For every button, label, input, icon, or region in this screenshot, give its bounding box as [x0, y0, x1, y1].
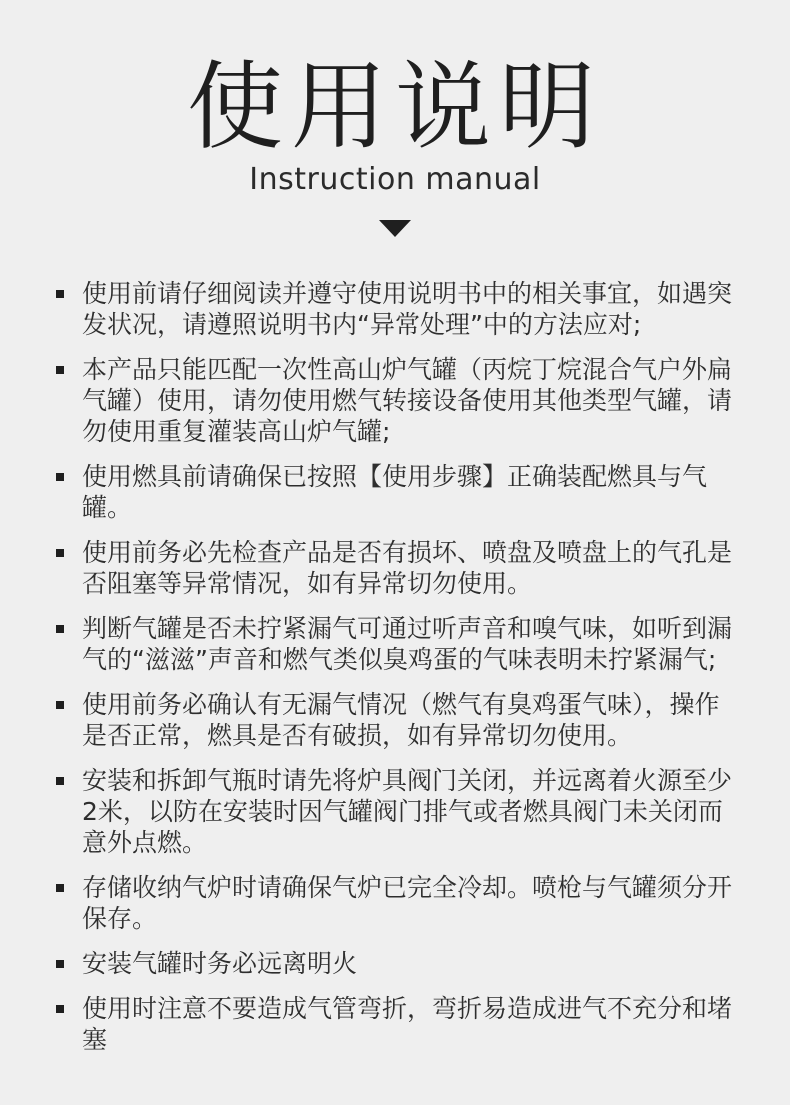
page-subtitle: Instruction manual — [249, 162, 541, 197]
instruction-item — [0, 872, 790, 934]
instruction-text: 存储收纳气炉时请确保气炉已完全冷却。喷枪与气罐须分开保存。 — [82, 873, 733, 933]
instruction-text: 判断气罐是否未拧紧漏气可通过听声音和嗅气味，如听到漏气的“滋滋”声音和燃气类似臭鸡蛋的气味表明未拧紧漏气; — [82, 614, 733, 674]
square-bullet-icon — [56, 290, 64, 298]
instruction-text: 使用前请仔细阅读并遵守使用说明书中的相关事宜，如遇突发状况，请遵照说明书内“异常处理”中的方法应对; — [82, 279, 733, 339]
square-bullet-icon — [56, 701, 64, 709]
square-bullet-icon — [56, 777, 64, 785]
instruction-text: 使用时注意不要造成气管弯折，弯折易造成进气不充分和堵塞 — [82, 994, 733, 1054]
instruction-text: 使用前务必确认有无漏气情况（燃气有臭鸡蛋气味），操作是否正常，燃具是否有破损，如有异常切勿使用。 — [82, 690, 720, 750]
instruction-item — [0, 613, 790, 675]
page-title: 使用说明 — [187, 51, 603, 163]
square-bullet-icon — [56, 473, 64, 481]
instruction-list — [0, 278, 790, 1069]
instruction-item — [0, 461, 790, 523]
instruction-item — [0, 948, 790, 979]
instruction-item — [0, 689, 790, 751]
square-bullet-icon — [56, 625, 64, 633]
instruction-text: 安装气罐时务必远离明火 — [82, 949, 358, 978]
instruction-text: 安装和拆卸气瓶时请先将炉具阀门关闭，并远离着火源至少2米，以防在安装时因气罐阀门排气或者燃具阀门未关闭而意外点燃。 — [82, 766, 733, 857]
instruction-item — [0, 278, 790, 340]
square-bullet-icon — [56, 1005, 64, 1013]
instruction-text: 使用燃具前请确保已按照【使用步骤】正确装配燃具与气罐。 — [82, 462, 708, 522]
square-bullet-icon — [56, 366, 64, 374]
square-bullet-icon — [56, 960, 64, 968]
square-bullet-icon — [56, 884, 64, 892]
instruction-text: 使用前务必先检查产品是否有损坏、喷盘及喷盘上的气孔是否阻塞等异常情况，如有异常切勿使用。 — [82, 538, 733, 598]
instruction-item — [0, 765, 790, 858]
instruction-item — [0, 537, 790, 599]
square-bullet-icon — [56, 549, 64, 557]
instruction-item — [0, 354, 790, 447]
down-triangle-icon — [379, 220, 411, 237]
instruction-item — [0, 993, 790, 1055]
instruction-text: 本产品只能匹配一次性高山炉气罐（丙烷丁烷混合气户外扁气罐）使用，请勿使用燃气转接设备使用其他类型气罐，请勿使用重复灌装高山炉气罐; — [82, 355, 733, 446]
